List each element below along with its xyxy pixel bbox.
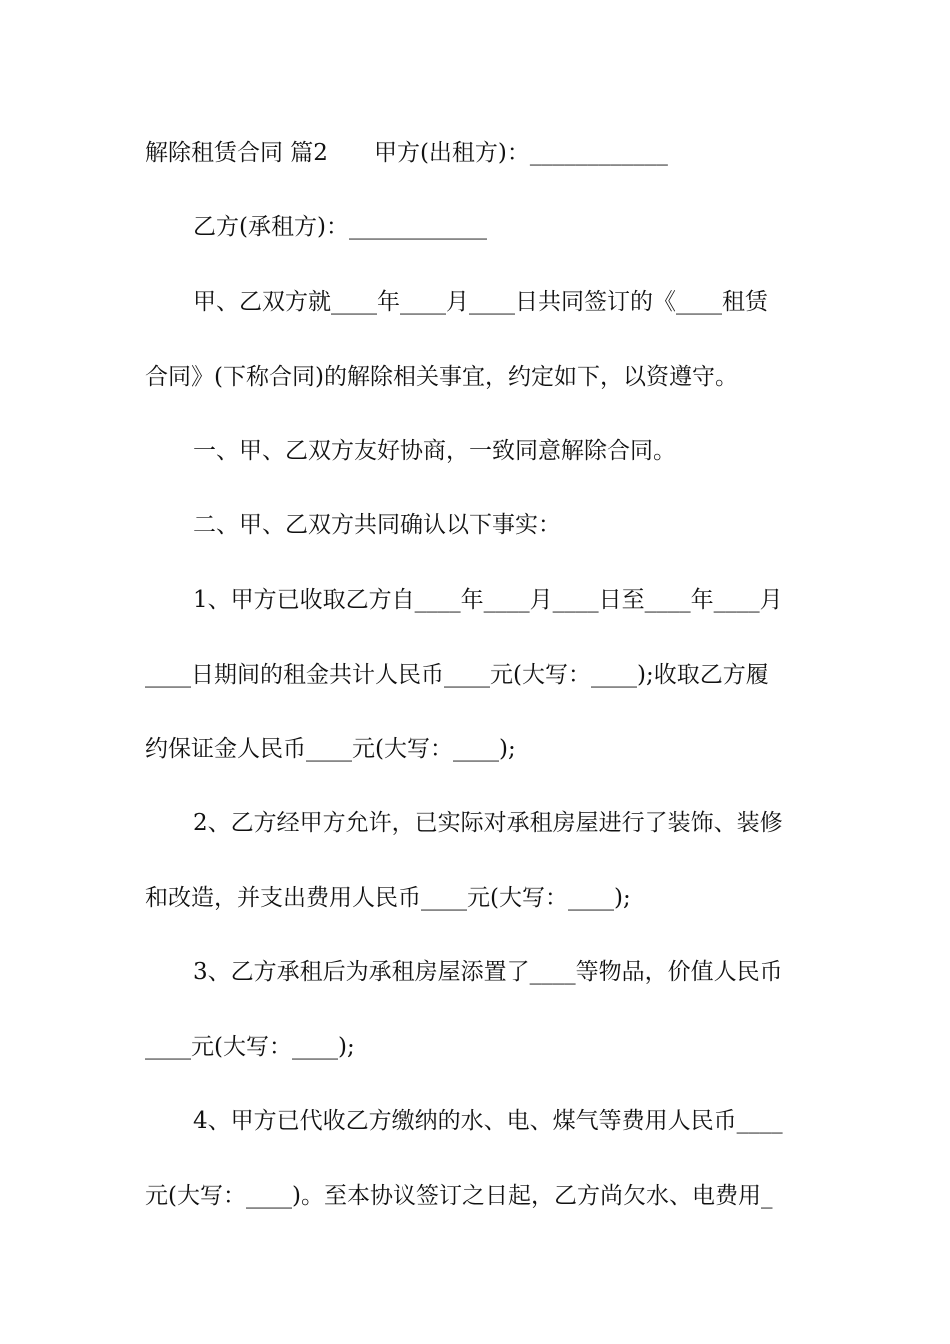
- text-line: 合同》(下称合同)的解除相关事宜，约定如下，以资遵守。: [145, 364, 738, 390]
- text-line: 一、甲、乙双方友好协商，一致同意解除合同。: [193, 438, 676, 464]
- text-line: 2、乙方经甲方允许，已实际对承租房屋进行了装饰、装修: [193, 810, 783, 836]
- text-line: 甲、乙双方就____年____月____日共同签订的《____租赁: [193, 289, 768, 315]
- text-line: 和改造，并支出费用人民币____元(大写：____);: [145, 885, 631, 911]
- text-line: 约保证金人民币____元(大写：____);: [145, 736, 516, 762]
- text-line: ____元(大写：____);: [145, 1034, 355, 1060]
- heading-line: 解除租赁合同 篇2 甲方(出租方)：____________: [145, 140, 668, 166]
- text-line: 3、乙方承租后为承租房屋添置了____等物品，价值人民币: [193, 959, 783, 985]
- text-line: 二、甲、乙双方共同确认以下事实：: [193, 512, 561, 538]
- text-line: 4、甲方已代收乙方缴纳的水、电、煤气等费用人民币____: [193, 1108, 783, 1134]
- text-line: 1、甲方已收取乙方自____年____月____日至____年____月: [193, 587, 783, 613]
- text-line: 乙方(承租方)：____________: [193, 214, 487, 240]
- text-line: ____日期间的租金共计人民币____元(大写：____);收取乙方履: [145, 662, 769, 688]
- text-line: 元(大写：____)。至本协议签订之日起，乙方尚欠水、电费用_: [145, 1183, 773, 1209]
